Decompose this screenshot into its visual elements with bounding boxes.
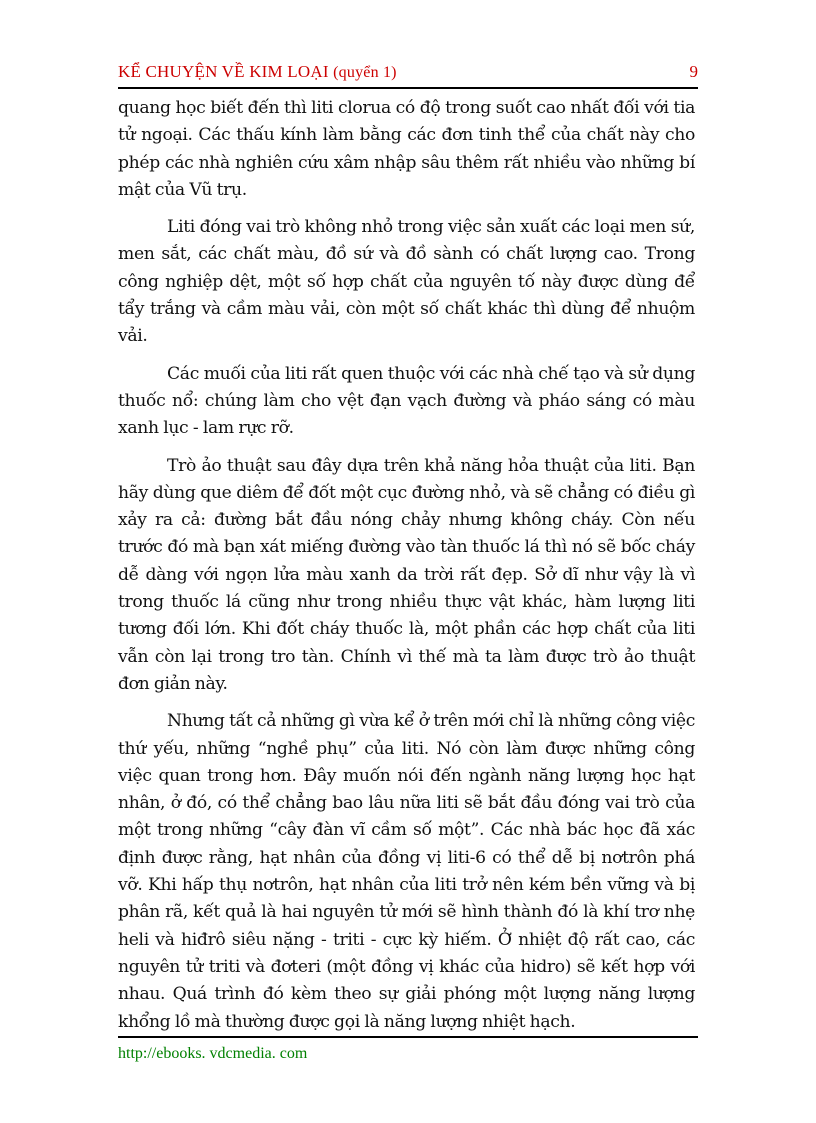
book-title-text: KỂ CHUYỆN VỀ KIM LOẠI (118, 62, 329, 81)
footer-link[interactable]: http://ebooks. vdcmedia. com (118, 1045, 308, 1062)
paragraph-1: quang học biết đến thì liti clorua có độ trong suốt cao nhất đối với tia tử ngoại. Các thấu kính làm bằng các đơn tinh thể của chất này cho phép các nhà nghiên cứu xâm nhập sâu thêm rất nhiều vào những bí mật của Vũ trụ. (118, 98, 695, 200)
paragraph-2: Liti đóng vai trò không nhỏ trong việc sản xuất các loại men sứ, men sắt, các chất màu, đồ sứ và đồ sành có chất lượng cao. Trong công nghiệp dệt, một số hợp chất của nguyên tố này được dùng để tẩy trắng và cầm màu vải, còn một số chất khác thì dùng để nhuộm vải. (118, 217, 695, 347)
book-volume: (quyển 1) (333, 64, 397, 81)
page-body (118, 95, 695, 1046)
header-divider (118, 87, 698, 89)
paragraph-3: Các muối của liti rất quen thuộc với các nhà chế tạo và sử dụng thuốc nổ: chúng làm cho vệt đạn vạch đường và pháo sáng có màu xanh lục - lam rực rỡ. (118, 363, 695, 439)
book-title (118, 62, 397, 82)
page-number: 9 (689, 62, 698, 81)
footer-divider (118, 1036, 698, 1038)
paragraph-5: Nhưng tất cả những gì vừa kể ở trên mới chỉ là những công việc thứ yếu, những “nghề phụ” của liti. Nó còn làm được những công việc quan trong hơn. Đây muốn nói đến ngành năng lượng học hạt nhân, ở đó, có thể chẳng bao lâu nữa liti sẽ bắt đầu đóng vai trò của một trong những “cây đàn vĩ cầm số một”. Các nhà bác học đã xác định được rằng, hạt nhân của đồng vị liti-6 có thể dễ bị nơtrôn phá vỡ. Khi hấp thụ nơtrôn, hạt nhân của liti trở nên kém bền vững và bị phân rã, kết quả là hai nguyên tử mới sẽ hình thành đó là khí trơ nhẹ heli và hiđrô siêu nặng - triti - cực kỳ hiếm. Ở nhiệt độ rất cao, các nguyên tử triti và đơteri (một đồng vị khác của hidro) sẽ kết hợp với nhau. Quá trình đó kèm theo sự giải phóng một lượng năng lượng khổng lồ mà thường được gọi là năng lượng nhiệt hạch. (118, 711, 695, 1032)
paragraph-4: Trò ảo thuật sau đây dựa trên khả năng hỏa thuật của liti. Bạn hãy dùng que diêm để đốt một cục đường nhỏ, và sẽ chẳng có điều gì xảy ra cả: đường bắt đầu nóng chảy nhưng không cháy. Còn nếu trước đó mà bạn xát miếng đường vào tàn thuốc lá thì nó sẽ bốc cháy dễ dàng với ngọn lửa màu xanh da trời rất đẹp. Sở dĩ như vậy là vì trong thuốc lá cũng như trong nhiều thực vật khác, hàm lượng liti tương đối lớn. Khi đốt cháy thuốc là, một phần các hợp chất của liti vẫn còn lại trong tro tàn. Chính vì thế mà ta làm được trò ảo thuật đơn giản này. (118, 455, 695, 694)
page-header (118, 60, 698, 86)
